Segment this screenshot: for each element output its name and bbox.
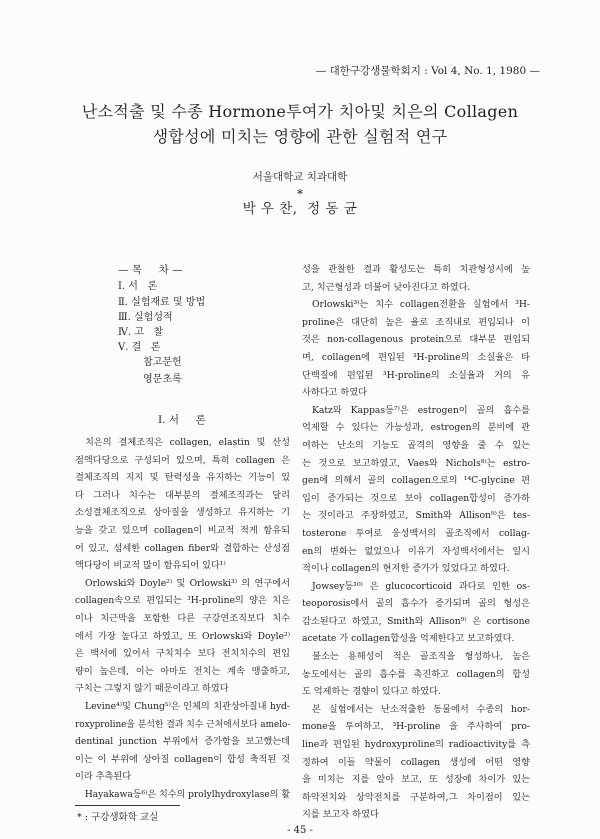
footnote-rule [75,805,180,806]
text-line: 은 백서에 있어서 구치치수 보다 전치치수의 편입 [75,648,290,660]
page-number: - 45 - [287,825,313,836]
text-line: 량이 높은데, 이는 아마도 전치는 계속 맹출하고, [75,665,290,677]
text-line: 다 그러나 치수는 대부분의 결체조직과는 달리 [75,489,290,501]
text-line: 사하다고 하였다 [302,387,368,399]
toc-item: Ⅳ. 고 찰 [118,327,164,338]
text-line: 액다당이 비교적 많이 함유되어 있다¹⁾ [75,560,226,572]
toc-item: Ⅲ. 실험성적 [118,312,173,323]
text-line: 정하여 이들 약물이 collagen 생성에 어떤 영향 [302,756,530,768]
text-line: 지를 보고자 하였다 [302,809,379,821]
authors: 박 우 찬, 정 동 균 [242,201,358,217]
text-line: roxyproline을 분석한 결과 치수 근처에서보다 amelo- [75,718,291,730]
text-line: 단백질에 편입된 ³H-proline의 소실율과 거의 유 [302,369,530,381]
toc-item: 영문초록 [143,374,182,385]
text-line: 며, collagen에 편입된 ³H-proline의 소실율은 타 [302,351,530,363]
toc-item: Ⅰ. 서 론 [118,281,158,292]
text-line: 여하는 난소의 기능도 골격의 영향을 줄 수 있는 [302,439,530,451]
text-line: 억제할 수 있다는 가능성과, estrogen의 분비에 관 [302,422,530,434]
text-line: 에서 가장 높다고 하였고, 또 Orlowski와 Doyle²⁾ [75,630,290,642]
toc-item: 참고문헌 [143,357,182,368]
footnote: * : 구강생화학 교실 [77,812,159,823]
text-line: 결체조직의 지지 및 탄력성을 유지하는 기능이 있 [75,472,290,484]
text-line: 이는 이 부위에 상아질 collagen이 합성 축적된 것 [75,753,290,765]
text-line: proline은 대단히 높은 율로 조직내로 편입되나 이 [302,316,530,328]
text-line: 어 있고, 섬세한 collagen fiber와 결합하는 산성점 [75,542,290,554]
left-column [75,434,290,803]
text-line: 본 실험에서는 난소적출한 동물에서 수종의 hor- [312,703,530,715]
text-line: line과 편입된 hydroxyproline의 radioactivity를 측 [302,739,530,751]
text-line: 하악전치와 상악전치를 구분하여,그 차이점이 있는 [302,791,530,803]
text-line: 것은 non-collagenous protein으로 대부분 편입되 [302,334,530,346]
affiliation: 서울대학교 치과대학 [252,171,348,183]
toc-item: Ⅱ. 실험재료 및 방법 [118,297,206,308]
text-line: 고, 치근형성과 더불어 낮아진다고 하였다. [302,281,471,293]
toc-item: Ⅴ. 결 론 [118,342,161,353]
text-line: 는 것으로 보고하였고, Vaes와 Nichols⁸⁾는 estro- [302,457,530,469]
text-line: dentinal junction 부위에서 증가함을 보고했는데 [75,736,290,748]
text-line: 이라 추측된다 [75,771,132,783]
text-line: teoporosis에서 골의 흡수가 증가되며 골의 형성은 [302,598,530,610]
author-footnote-mark: * [297,187,303,201]
text-line: 소성결체조직으로 상아질을 생성하고 유지하는 기 [75,507,290,519]
title-line-2: 생합성에 미치는 영향에 관한 실험적 연구 [152,127,448,146]
right-column [302,261,530,824]
text-line: 구치는 그렇지 않기 때문이라고 하였다 [75,683,229,695]
text-line: 성을 관찰한 결과 활성도는 특히 치관형성시에 높 [302,264,530,275]
text-line: 이나 치근막을 포함한 다른 구강연조직보다 치수 [75,612,290,624]
text-line: Katz와 Kappas등⁷⁾은 estrogen이 골의 흡수를 [312,404,530,416]
text-line: Orlowski³⁾는 치수 collagen전환을 실험에서 ³H- [312,299,530,311]
text-line: 을 미치는 지를 알아 보고, 또 성장에 차이가 있는 [302,774,530,786]
text-line: Jowsey등¹⁰⁾ 은 glucocorticoid 과다로 인한 os- [312,580,530,592]
text-line: 점액다당으로 구성되어 있으며, 특히 collagen 은 [75,454,290,466]
text-line: mone을 투여하고, ³H-proline 을 주사하여 pro- [302,721,530,733]
text-line: 불소는 용해성이 적은 골조직을 형성하나, 높은 [312,651,530,663]
text-line: gen에 의해서 골의 collagen으로의 ¹⁴C-glycine 편 [302,475,530,487]
title-line-1: 난소적출 및 수종 Hormone투여가 치아및 치은의 Collagen [81,102,519,121]
text-line: Hayakawa등⁶⁾은 치수의 prolylhydroxylase의 활 [84,788,291,800]
toc-heading: — 목 차 — [118,264,183,276]
text-line: acetate 가 collagen합성을 억제한다고 보고하였다. [302,633,515,645]
text-line: 능을 갖고 있으며 collagen이 비교적 적게 함유되 [75,524,290,536]
text-line: 는 것이라고 주장하였고, Smith와 Allison⁹⁾은 tes- [302,510,530,522]
text-line: 입이 증가되는 것으로 보아 collagen합성이 증가하 [302,492,530,504]
journal-header: — 대한구강생물학회지 : Vol 4, No. 1, 1980 — [315,65,540,77]
section-heading: Ⅰ. 서 론 [158,414,206,426]
text-line: collagen속으로 편입되는 ³H-proline의 양은 치은 [75,595,290,607]
text-line: Orlowski와 Doyle²⁾ 및 Orlowski³⁾ 의 연구에서 [85,577,290,589]
text-line: tosterone 투여로 웅성백서의 골조직에서 collag- [302,527,530,539]
text-line: 치은의 결체조직은 collagen, elastin 및 산성 [85,437,290,448]
text-line: 도 억제하는 경향이 있다고 하였다. [302,686,441,698]
text-line: 감소된다고 하였고, Smith와 Allison⁹⁾ 은 cortisone [302,615,530,627]
text-line: Levine⁴⁾및 Chung⁵⁾은 인체의 치관상아질내 hyd- [85,700,290,712]
text-line: 적이나 collagen의 현저한 증가가 있었다고 하였다. [302,563,510,575]
text-line: en의 변화는 없었으나 이유기 자성백서에서는 일시 [302,545,530,557]
text-line: 농도에서는 골의 흡수를 촉진하고 collagen의 합성 [302,668,530,680]
